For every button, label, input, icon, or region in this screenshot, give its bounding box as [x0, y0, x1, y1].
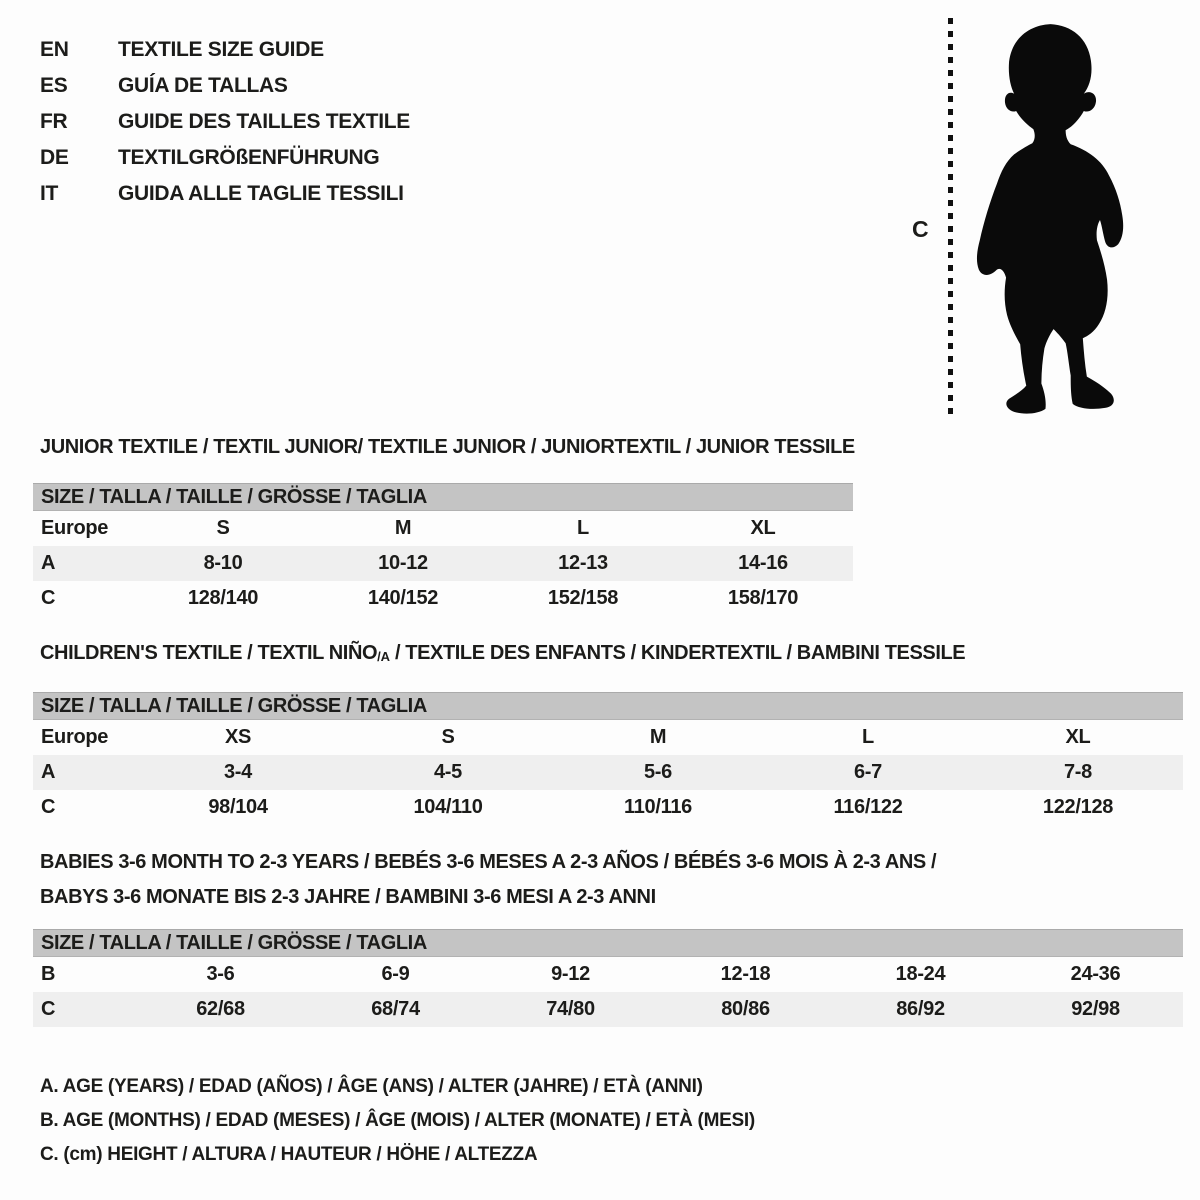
- language-code: ES: [40, 74, 68, 97]
- table-cell: 12-18: [720, 963, 771, 985]
- table-cell: 8-10: [203, 552, 243, 574]
- language-code: DE: [40, 146, 69, 169]
- table-cell: 5-6: [643, 761, 672, 783]
- table-cell: 4-5: [433, 761, 462, 783]
- junior-size-table: [33, 483, 853, 616]
- language-row-fr: [40, 104, 410, 140]
- language-row-es: [40, 68, 410, 104]
- row-label: C: [41, 998, 56, 1020]
- table-row-age: [33, 546, 853, 581]
- table-cell: 68/74: [371, 998, 420, 1020]
- height-measure-dashed-line: [948, 18, 953, 418]
- table-cell: 80/86: [721, 998, 770, 1020]
- language-code: EN: [40, 38, 69, 61]
- language-label: GUIDA ALLE TAGLIE TESSILI: [118, 182, 404, 205]
- table-cell: 92/98: [1071, 998, 1120, 1020]
- table-cell: M: [649, 726, 667, 748]
- table-row-europe: [33, 720, 1183, 755]
- table-cell: XL: [750, 517, 776, 539]
- row-label: B: [41, 963, 56, 985]
- table-cell: 7-8: [1063, 761, 1092, 783]
- table-cell: 86/92: [896, 998, 945, 1020]
- legend-line-a: A. AGE (YEARS) / EDAD (AÑOS) / ÂGE (ANS) / ALTER (JAHRE) / ETÀ (ANNI): [40, 1076, 703, 1097]
- title-subscript: /A: [377, 649, 390, 664]
- table-cell: 62/68: [196, 998, 245, 1020]
- size-header-bar: SIZE / TALLA / TAILLE / GRÖSSE / TAGLIA: [33, 483, 853, 511]
- language-row-de: [40, 140, 410, 176]
- language-row-en: [40, 32, 410, 68]
- row-label: A: [41, 552, 56, 574]
- table-cell: XS: [224, 726, 252, 748]
- legend: [40, 1070, 755, 1172]
- table-cell: 128/140: [187, 587, 259, 609]
- table-cell: 140/152: [367, 587, 439, 609]
- table-cell: 104/110: [413, 796, 483, 818]
- row-label: Europe: [41, 517, 109, 539]
- table-cell: 110/116: [624, 796, 692, 818]
- table-cell: 152/158: [547, 587, 619, 609]
- babies-size-table: [33, 929, 1183, 1027]
- table-cell: 74/80: [546, 998, 595, 1020]
- table-cell: M: [394, 517, 412, 539]
- table-cell: L: [577, 517, 589, 539]
- title-part: CHILDREN'S TEXTILE / TEXTIL NIÑO: [40, 642, 378, 664]
- size-header-bar: SIZE / TALLA / TAILLE / GRÖSSE / TAGLIA: [33, 692, 1183, 720]
- row-label: C: [41, 796, 56, 818]
- language-code: FR: [40, 110, 68, 133]
- table-cell: 9-12: [551, 963, 590, 985]
- language-label: TEXTILGRÖßENFÜHRUNG: [118, 146, 380, 169]
- table-cell: 3-4: [223, 761, 252, 783]
- children-size-table: [33, 692, 1183, 825]
- language-row-it: [40, 176, 410, 212]
- table-cell: 24-36: [1070, 963, 1121, 985]
- language-list: [40, 32, 410, 212]
- table-row-months: [33, 957, 1183, 992]
- table-cell: 12-13: [558, 552, 608, 574]
- section-title-children: [40, 642, 965, 665]
- table-cell: S: [441, 726, 455, 748]
- table-cell: 116/122: [833, 796, 903, 818]
- language-label: GUIDE DES TAILLES TEXTILE: [118, 110, 410, 133]
- row-label: A: [41, 761, 56, 783]
- table-cell: L: [862, 726, 874, 748]
- title-part: / TEXTILE DES ENFANTS / KINDERTEXTIL / BAMBINI TESSILE: [389, 642, 966, 664]
- language-label: GUÍA DE TALLAS: [118, 74, 288, 97]
- table-cell: 6-7: [853, 761, 882, 783]
- table-cell: 3-6: [206, 963, 235, 985]
- table-row-age: [33, 755, 1183, 790]
- table-cell: 18-24: [895, 963, 946, 985]
- size-header-bar: SIZE / TALLA / TAILLE / GRÖSSE / TAGLIA: [33, 929, 1183, 957]
- section-title-babies: [40, 845, 936, 915]
- table-cell: 10-12: [378, 552, 428, 574]
- legend-line-c: C. (cm) HEIGHT / ALTURA / HAUTEUR / HÖHE / ALTEZZA: [40, 1144, 538, 1165]
- language-label: TEXTILE SIZE GUIDE: [118, 38, 324, 61]
- table-cell: XL: [1065, 726, 1091, 748]
- legend-line-b: B. AGE (MONTHS) / EDAD (MESES) / ÂGE (MOIS) / ALTER (MONATE) / ETÀ (MESI): [40, 1110, 755, 1131]
- table-cell: 158/170: [727, 587, 799, 609]
- table-row-height: [33, 992, 1183, 1027]
- table-cell: 14-16: [738, 552, 788, 574]
- language-code: IT: [40, 182, 59, 205]
- table-row-height: [33, 581, 853, 616]
- height-measure-label: C: [912, 216, 929, 242]
- section-title-babies-line2: BABYS 3-6 MONATE BIS 2-3 JAHRE / BAMBINI 3-6 MESI A 2-3 ANNI: [40, 886, 656, 908]
- table-cell: 98/104: [208, 796, 268, 818]
- table-row-europe: [33, 511, 853, 546]
- table-cell: 6-9: [381, 963, 410, 985]
- section-title-babies-line1: BABIES 3-6 MONTH TO 2-3 YEARS / BEBÉS 3-6 MESES A 2-3 AÑOS / BÉBÉS 3-6 MOIS À 2-3 ANS /: [40, 851, 937, 873]
- row-label: C: [41, 587, 56, 609]
- section-title-junior: JUNIOR TEXTILE / TEXTIL JUNIOR/ TEXTILE JUNIOR / JUNIORTEXTIL / JUNIOR TESSILE: [40, 436, 855, 458]
- row-label: Europe: [41, 726, 109, 748]
- table-cell: S: [216, 517, 230, 539]
- table-cell: 122/128: [1042, 796, 1114, 818]
- baby-silhouette: [966, 16, 1136, 420]
- table-row-height: [33, 790, 1183, 825]
